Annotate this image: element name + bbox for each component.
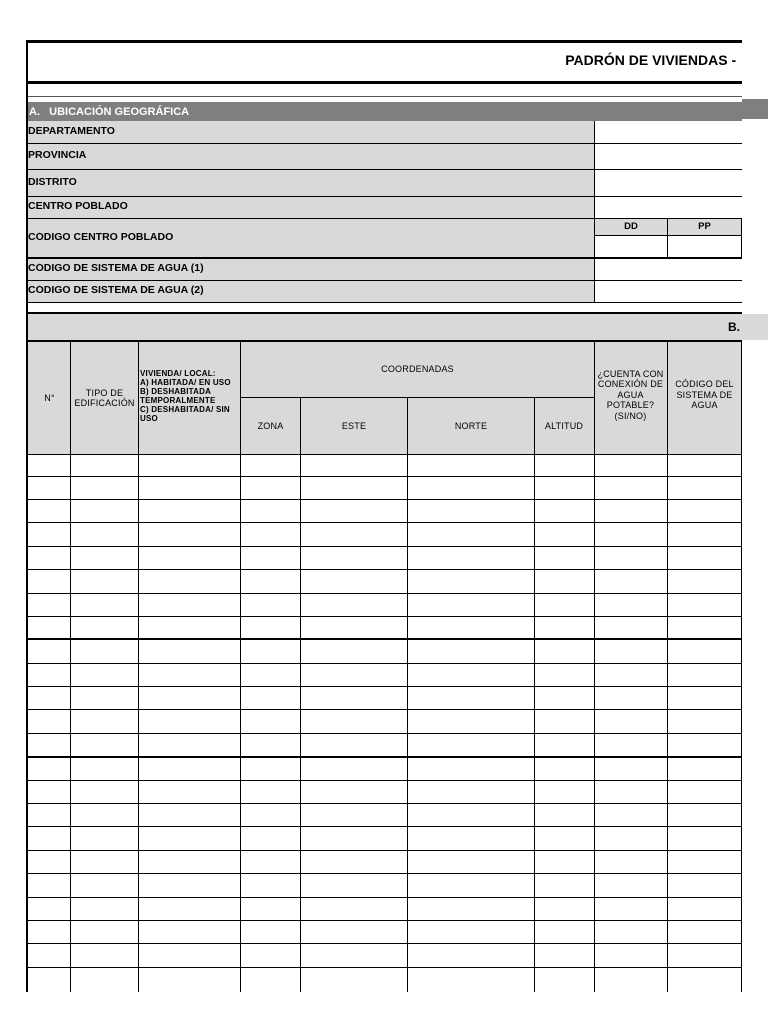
grid-hline: [28, 499, 742, 500]
grid-hline: [28, 663, 742, 664]
col-tipo-edificacion-header: TIPO DE EDIFICACIÓN: [74, 387, 135, 408]
grid-vline: [138, 342, 139, 992]
grid-hline: [28, 733, 742, 734]
grid-hline: [28, 826, 742, 827]
grid-vline: [240, 342, 241, 992]
grid-hline: [28, 943, 742, 944]
grid-hline-thick: [28, 756, 742, 758]
departamento-input[interactable]: [595, 121, 740, 143]
section-b-title: B.: [728, 320, 740, 334]
codigo-sistema-agua-2-input[interactable]: [595, 281, 740, 302]
grid-vline: [741, 342, 742, 992]
title-row: [28, 43, 740, 81]
code-dd-label: DD: [624, 221, 638, 232]
grid-hline-thick: [28, 638, 742, 640]
col-conexion-agua-header: ¿CUENTA CON CONEXIÓN DE AGUA POTABLE? (SI/NO): [597, 369, 664, 421]
coordenadas-subline: [240, 397, 594, 398]
field-codigo-sistema-agua-2-label: CÓDIGO DE SISTEMA DE AGUA (2): [28, 285, 204, 296]
grid-hline: [28, 920, 742, 921]
grid-hline: [28, 780, 742, 781]
grid-hline: [28, 850, 742, 851]
code-dd-input[interactable]: [595, 236, 667, 257]
grid-hline: [28, 454, 742, 455]
grid-vline: [594, 342, 595, 992]
centro-poblado-input[interactable]: [595, 197, 740, 218]
col-norte-header: NORTE: [454, 420, 488, 431]
code-right-line: [741, 219, 742, 258]
grid-vline: [300, 397, 301, 992]
section-a-labels-bg: [28, 121, 594, 303]
grid-vline: [70, 342, 71, 992]
grid-hline: [28, 686, 742, 687]
col-este-header: ESTE: [341, 420, 367, 431]
col-codigo-sistema-header: CÓDIGO DEL SISTEMA DE AGUA: [675, 379, 734, 411]
col-coordenadas-header: COORDENADAS: [381, 364, 454, 375]
field-departamento-label: DEPARTAMENTO: [28, 126, 115, 137]
field-distrito-label: DISTRITO: [28, 177, 77, 188]
title-divider: [26, 81, 742, 84]
codigo-sistema-agua-1-input[interactable]: [595, 259, 740, 280]
grid-hline: [28, 546, 742, 547]
grid-hline: [28, 803, 742, 804]
field-codigo-centro-poblado-label: CÓDIGO CENTRO POBLADO: [28, 232, 174, 243]
grid-hline: [28, 967, 742, 968]
code-pp-input[interactable]: [668, 236, 741, 257]
spacer-line: [28, 96, 742, 97]
form-title: PADRÓN DE VIVIENDAS -: [565, 52, 740, 68]
provincia-input[interactable]: [595, 144, 740, 169]
section-a-heading: [28, 102, 742, 121]
grid-vline: [534, 397, 535, 992]
field-centro-poblado-label: CENTRO POBLADO: [28, 201, 128, 212]
grid-hline: [28, 709, 742, 710]
col-num-header: N°: [44, 392, 55, 403]
grid-hline: [28, 569, 742, 570]
grid-hline: [28, 476, 742, 477]
section-b-tab: [742, 314, 768, 340]
row-line: [28, 302, 742, 303]
field-provincia-label: PROVINCIA: [28, 150, 87, 161]
section-b-heading: [28, 314, 742, 340]
grid-hline: [28, 522, 742, 523]
distrito-input[interactable]: [595, 170, 740, 196]
field-codigo-sistema-agua-1-label: CÓDIGO DE SISTEMA DE AGUA (1): [28, 263, 204, 274]
grid-vline: [407, 397, 408, 992]
grid-hline: [28, 616, 742, 617]
col-zona-header: ZONA: [257, 420, 284, 431]
col-altitud-header: ALTITUD: [544, 420, 584, 431]
section-a-tab: [742, 99, 768, 119]
section-a-title: A. UBICACIÓN GEOGRÁFICA: [29, 106, 190, 118]
grid-hline: [28, 593, 742, 594]
grid-hline: [28, 873, 742, 874]
grid-vline: [667, 342, 668, 992]
col-vivienda-local-header: VIVIENDA/ LOCAL: A) HABITADA/ EN USO B) DESHABITADA TEMPORALMENTE C) DESHABITADA/ SIN USO: [140, 369, 231, 423]
code-pp-label: PP: [698, 221, 711, 232]
grid-hline: [28, 897, 742, 898]
